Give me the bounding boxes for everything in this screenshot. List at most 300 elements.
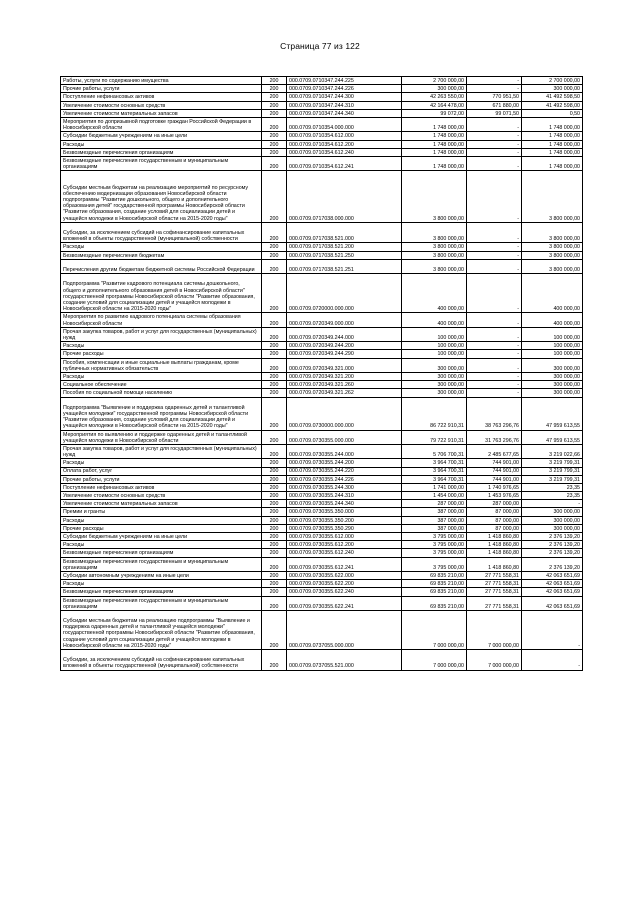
row-code-cell: 200 (262, 459, 287, 467)
row-executed-amount-cell: - (467, 85, 522, 93)
row-executed-amount-cell: - (467, 132, 522, 140)
row-executed-amount-cell: - (467, 389, 522, 397)
row-code-cell: 200 (262, 588, 287, 596)
row-remaining-amount-cell: 100 000,00 (522, 327, 583, 341)
table-row (61, 508, 583, 516)
row-code-cell: 200 (262, 444, 287, 458)
row-plan-amount-cell: 300 000,00 (402, 358, 467, 372)
row-executed-amount-cell: - (467, 350, 522, 358)
row-remaining-amount-cell: 42 063 651,69 (522, 588, 583, 596)
row-kbk-cell: 000.0709.0710354.612.000 (287, 132, 402, 140)
row-remaining-amount-cell: 100 000,00 (522, 342, 583, 350)
row-remaining-amount-cell: 1 748 000,00 (522, 156, 583, 170)
row-name-cell: Субсидии, за исключением субсидий на софинансирование капитальных вложений в объекты государственной (муниципальной) собственности (61, 650, 262, 671)
row-executed-amount-cell: 7 000 000,00 (467, 610, 522, 649)
row-executed-amount-cell: - (467, 251, 522, 259)
row-remaining-amount-cell: 300 000,00 (522, 358, 583, 372)
row-remaining-amount-cell: 3 219 022,66 (522, 444, 583, 458)
row-kbk-cell: 000.0709.0717038.521.251 (287, 259, 402, 273)
row-plan-amount-cell: 1 748 000,00 (402, 156, 467, 170)
row-remaining-amount-cell: - (522, 650, 583, 671)
row-plan-amount-cell: 79 722 910,31 (402, 430, 467, 444)
row-code-cell: 200 (262, 156, 287, 170)
table-row (61, 243, 583, 251)
row-name-cell: Субсидии бюджетным учреждениям на иные цели (61, 533, 262, 541)
row-remaining-amount-cell: 400 000,00 (522, 313, 583, 327)
row-kbk-cell: 000.0709.0710354.612.241 (287, 156, 402, 170)
row-kbk-cell: 000.0709.0730355.350.000 (287, 508, 402, 516)
table-row (61, 596, 583, 610)
row-executed-amount-cell: 7 000 000,00 (467, 650, 522, 671)
row-code-cell: 200 (262, 557, 287, 571)
row-remaining-amount-cell: 42 063 651,69 (522, 571, 583, 579)
row-executed-amount-cell: 87 000,00 (467, 508, 522, 516)
row-code-cell: 200 (262, 117, 287, 131)
row-code-cell: 200 (262, 389, 287, 397)
row-name-cell: Поступление нефинансовых активов (61, 483, 262, 491)
row-plan-amount-cell: 300 000,00 (402, 372, 467, 380)
budget-execution-table (60, 76, 583, 671)
row-kbk-cell: 000.0709.0710347.244.226 (287, 85, 402, 93)
row-executed-amount-cell: 1 418 860,80 (467, 533, 522, 541)
row-remaining-amount-cell: 300 000,00 (522, 524, 583, 532)
row-executed-amount-cell: - (467, 358, 522, 372)
row-executed-amount-cell: 1 418 860,80 (467, 541, 522, 549)
row-plan-amount-cell: 1 741 000,00 (402, 483, 467, 491)
row-remaining-amount-cell: - (522, 500, 583, 508)
row-executed-amount-cell: - (467, 117, 522, 131)
row-remaining-amount-cell: 3 219 799,31 (522, 475, 583, 483)
table-row (61, 313, 583, 327)
row-plan-amount-cell: 100 000,00 (402, 342, 467, 350)
row-code-cell: 200 (262, 500, 287, 508)
row-remaining-amount-cell: 3 800 000,00 (522, 171, 583, 223)
row-code-cell: 200 (262, 610, 287, 649)
row-kbk-cell: 000.0709.0730355.612.241 (287, 557, 402, 571)
row-code-cell: 200 (262, 596, 287, 610)
row-code-cell: 200 (262, 251, 287, 259)
row-code-cell: 200 (262, 274, 287, 313)
row-executed-amount-cell: 744 901,00 (467, 467, 522, 475)
row-kbk-cell: 000.0709.0730355.244.310 (287, 492, 402, 500)
row-executed-amount-cell: - (467, 327, 522, 341)
row-plan-amount-cell: 100 000,00 (402, 327, 467, 341)
row-name-cell: Увеличение стоимости материальных запасов (61, 109, 262, 117)
row-kbk-cell: 000.0709.0710347.244.310 (287, 101, 402, 109)
row-plan-amount-cell: 1 748 000,00 (402, 140, 467, 148)
row-kbk-cell: 000.0709.0730355.244.340 (287, 500, 402, 508)
row-name-cell: Безвозмездные перечисления организациям (61, 588, 262, 596)
row-plan-amount-cell: 400 000,00 (402, 313, 467, 327)
row-name-cell: Пособия по социальной помощи населению (61, 389, 262, 397)
row-name-cell: Субсидии бюджетным учреждениям на иные цели (61, 132, 262, 140)
row-executed-amount-cell: - (467, 381, 522, 389)
row-code-cell: 200 (262, 508, 287, 516)
row-name-cell: Безвозмездные перечисления государственным и муниципальным организациям (61, 557, 262, 571)
row-name-cell: Увеличение стоимости основных средств (61, 101, 262, 109)
row-plan-amount-cell: 3 964 700,31 (402, 475, 467, 483)
row-plan-amount-cell: 42 263 550,00 (402, 93, 467, 101)
row-remaining-amount-cell: 2 376 139,20 (522, 549, 583, 557)
table-row (61, 444, 583, 458)
row-kbk-cell: 000.0709.0710347.244.300 (287, 93, 402, 101)
table-row (61, 85, 583, 93)
row-code-cell: 200 (262, 475, 287, 483)
row-remaining-amount-cell: 47 959 613,55 (522, 397, 583, 430)
row-remaining-amount-cell: 300 000,00 (522, 381, 583, 389)
row-code-cell: 200 (262, 140, 287, 148)
row-remaining-amount-cell: 3 800 000,00 (522, 243, 583, 251)
row-code-cell: 200 (262, 132, 287, 140)
row-executed-amount-cell: 744 901,00 (467, 475, 522, 483)
row-code-cell: 200 (262, 358, 287, 372)
row-plan-amount-cell: 42 164 478,00 (402, 101, 467, 109)
row-code-cell: 200 (262, 650, 287, 671)
row-remaining-amount-cell: 41 492 598,00 (522, 101, 583, 109)
row-kbk-cell: 000.0709.0720349.244.290 (287, 350, 402, 358)
row-executed-amount-cell: 1 740 976,65 (467, 483, 522, 491)
row-plan-amount-cell: 300 000,00 (402, 381, 467, 389)
row-name-cell: Пособия, компенсации и иные социальные выплаты гражданам, кроме публичных нормативных обязательств (61, 358, 262, 372)
row-executed-amount-cell: 31 763 296,76 (467, 430, 522, 444)
row-executed-amount-cell: - (467, 140, 522, 148)
row-name-cell: Прочие расходы (61, 350, 262, 358)
row-name-cell: Увеличение стоимости материальных запасов (61, 500, 262, 508)
row-kbk-cell: 000.0709.0720349.321.260 (287, 381, 402, 389)
row-kbk-cell: 000.0709.0710354.612.200 (287, 140, 402, 148)
row-executed-amount-cell: - (467, 259, 522, 273)
row-kbk-cell: 000.0709.0720349.244.200 (287, 342, 402, 350)
table-row (61, 259, 583, 273)
row-kbk-cell: 000.0709.0730355.244.220 (287, 467, 402, 475)
row-code-cell: 200 (262, 397, 287, 430)
row-kbk-cell: 000.0709.0710354.612.240 (287, 148, 402, 156)
row-code-cell: 200 (262, 483, 287, 491)
row-name-cell: Расходы (61, 580, 262, 588)
row-plan-amount-cell: 3 964 700,31 (402, 459, 467, 467)
row-plan-amount-cell: 387 000,00 (402, 516, 467, 524)
table-row (61, 109, 583, 117)
row-kbk-cell: 000.0709.0730355.350.290 (287, 524, 402, 532)
row-name-cell: Субсидии местным бюджетам на реализацию подпрограммы "Выявление и поддержка одаренных детей и талантливой учащейся молодежи" государственной программы Новосибирской области "Развитие образования, создание условий для социализации детей и учащейся молодежи в Новосибирской области на 2015-2020 годы" (61, 610, 262, 649)
row-code-cell: 200 (262, 77, 287, 85)
row-plan-amount-cell: 300 000,00 (402, 389, 467, 397)
row-kbk-cell: 000.0709.0717038.521.250 (287, 251, 402, 259)
row-plan-amount-cell: 69 835 210,00 (402, 580, 467, 588)
row-remaining-amount-cell: 47 959 613,55 (522, 430, 583, 444)
row-plan-amount-cell: 3 800 000,00 (402, 259, 467, 273)
row-remaining-amount-cell: 3 800 000,00 (522, 259, 583, 273)
row-executed-amount-cell: - (467, 372, 522, 380)
row-name-cell: Прочие работы, услуги (61, 85, 262, 93)
row-kbk-cell: 000.0709.0730000.000.000 (287, 397, 402, 430)
row-code-cell: 200 (262, 313, 287, 327)
row-code-cell: 200 (262, 93, 287, 101)
row-remaining-amount-cell: 3 800 000,00 (522, 222, 583, 243)
table-row (61, 549, 583, 557)
row-code-cell: 200 (262, 101, 287, 109)
row-name-cell: Мероприятия по выявлению и поддержке одаренных детей и талантливой учащейся молодежи в Новосибирской области (61, 430, 262, 444)
row-kbk-cell: 000.0709.0730355.244.226 (287, 475, 402, 483)
table-row (61, 372, 583, 380)
table-row (61, 251, 583, 259)
row-code-cell: 200 (262, 430, 287, 444)
row-plan-amount-cell: 7 000 000,00 (402, 610, 467, 649)
table-row (61, 156, 583, 170)
row-plan-amount-cell: 3 800 000,00 (402, 243, 467, 251)
row-remaining-amount-cell: 300 000,00 (522, 85, 583, 93)
row-code-cell: 200 (262, 372, 287, 380)
row-kbk-cell: 000.0709.0730355.612.200 (287, 541, 402, 549)
table-row (61, 500, 583, 508)
row-code-cell: 200 (262, 524, 287, 532)
row-plan-amount-cell: 1 748 000,00 (402, 148, 467, 156)
table-row (61, 148, 583, 156)
row-name-cell: Прочие работы, услуги (61, 475, 262, 483)
row-remaining-amount-cell: 3 219 799,31 (522, 467, 583, 475)
row-name-cell: Субсидии местным бюджетам на реализацию мероприятий по ресурсному обеспечению модернизации образования Новосибирской области подпрограммы "Развитие дошкольного, общего и дополнительного образования детей" государственной программы Новосибирской области "Развитие образования, создание условий для социализации детей и учащейся молодежи в Новосибирской области на 2015-2020 годы" (61, 171, 262, 223)
row-code-cell: 200 (262, 259, 287, 273)
table-row (61, 475, 583, 483)
row-executed-amount-cell: 1 418 860,80 (467, 557, 522, 571)
table-row (61, 381, 583, 389)
row-remaining-amount-cell: 1 748 000,00 (522, 117, 583, 131)
row-code-cell: 200 (262, 350, 287, 358)
row-remaining-amount-cell: 1 748 000,00 (522, 140, 583, 148)
row-name-cell: Поступление нефинансовых активов (61, 93, 262, 101)
row-kbk-cell: 000.0709.0730355.350.200 (287, 516, 402, 524)
row-name-cell: Прочая закупка товаров, работ и услуг для государственных (муниципальных) нужд (61, 327, 262, 341)
row-kbk-cell: 000.0709.0730355.244.000 (287, 444, 402, 458)
row-name-cell: Расходы (61, 243, 262, 251)
table-row (61, 274, 583, 313)
row-code-cell: 200 (262, 571, 287, 579)
row-name-cell: Прочая закупка товаров, работ и услуг для государственных (муниципальных) нужд (61, 444, 262, 458)
row-plan-amount-cell: 400 000,00 (402, 274, 467, 313)
row-code-cell: 200 (262, 148, 287, 156)
row-plan-amount-cell: 3 800 000,00 (402, 171, 467, 223)
row-plan-amount-cell: 1 454 000,00 (402, 492, 467, 500)
row-kbk-cell: 000.0709.0717038.000.000 (287, 171, 402, 223)
table-row (61, 557, 583, 571)
row-remaining-amount-cell: 41 492 598,50 (522, 93, 583, 101)
row-code-cell: 200 (262, 327, 287, 341)
table-row (61, 93, 583, 101)
row-kbk-cell: 000.0709.0737055.521.000 (287, 650, 402, 671)
row-code-cell: 200 (262, 533, 287, 541)
table-row (61, 389, 583, 397)
row-remaining-amount-cell: 400 000,00 (522, 274, 583, 313)
row-kbk-cell: 000.0709.0710354.000.000 (287, 117, 402, 131)
table-row (61, 588, 583, 596)
table-row (61, 571, 583, 579)
page-header: Страница 77 из 122 (280, 41, 360, 51)
table-row (61, 132, 583, 140)
row-remaining-amount-cell: 0,50 (522, 109, 583, 117)
row-code-cell: 200 (262, 381, 287, 389)
row-plan-amount-cell: 287 000,00 (402, 500, 467, 508)
row-kbk-cell: 000.0709.0710347.244.225 (287, 77, 402, 85)
row-remaining-amount-cell: 2 700 000,00 (522, 77, 583, 85)
row-kbk-cell: 000.0709.0720349.321.000 (287, 358, 402, 372)
row-executed-amount-cell: 770 951,50 (467, 93, 522, 101)
table-row (61, 101, 583, 109)
row-name-cell: Социальное обеспечение (61, 381, 262, 389)
table-row (61, 342, 583, 350)
row-executed-amount-cell: - (467, 171, 522, 223)
row-code-cell: 200 (262, 171, 287, 223)
row-name-cell: Субсидии автономным учреждениям на иные цели (61, 571, 262, 579)
row-plan-amount-cell: 1 748 000,00 (402, 117, 467, 131)
row-name-cell: Мероприятия по развитию кадрового потенциала системы образования Новосибирской области (61, 313, 262, 327)
row-executed-amount-cell: - (467, 222, 522, 243)
row-kbk-cell: 000.0709.0720349.321.262 (287, 389, 402, 397)
row-name-cell: Субсидии, за исключением субсидий на софинансирование капитальных вложений в объекты государственной (муниципальной) собственности (61, 222, 262, 243)
row-kbk-cell: 000.0709.0720349.244.000 (287, 327, 402, 341)
row-name-cell: Увеличение стоимости основных средств (61, 492, 262, 500)
row-code-cell: 200 (262, 549, 287, 557)
table-row (61, 327, 583, 341)
row-plan-amount-cell: 99 072,00 (402, 109, 467, 117)
table-row (61, 117, 583, 131)
row-kbk-cell: 000.0709.0730355.622.241 (287, 596, 402, 610)
row-plan-amount-cell: 3 795 000,00 (402, 541, 467, 549)
row-remaining-amount-cell: 100 000,00 (522, 350, 583, 358)
row-plan-amount-cell: 69 835 210,00 (402, 571, 467, 579)
row-remaining-amount-cell: 300 000,00 (522, 389, 583, 397)
table-row (61, 524, 583, 532)
row-executed-amount-cell: 287 000,00 (467, 500, 522, 508)
table-row (61, 358, 583, 372)
row-code-cell: 200 (262, 222, 287, 243)
row-executed-amount-cell: - (467, 77, 522, 85)
row-name-cell: Расходы (61, 459, 262, 467)
row-kbk-cell: 000.0709.0730355.244.200 (287, 459, 402, 467)
row-executed-amount-cell: - (467, 313, 522, 327)
row-remaining-amount-cell: 42 063 651,69 (522, 596, 583, 610)
row-executed-amount-cell: - (467, 243, 522, 251)
row-name-cell: Безвозмездные перечисления государственным и муниципальным организациям (61, 156, 262, 170)
row-kbk-cell: 000.0709.0730355.622.200 (287, 580, 402, 588)
table-row (61, 516, 583, 524)
table-row (61, 541, 583, 549)
table-row (61, 533, 583, 541)
row-code-cell: 200 (262, 342, 287, 350)
row-plan-amount-cell: 3 800 000,00 (402, 222, 467, 243)
row-code-cell: 200 (262, 85, 287, 93)
table-body (61, 77, 583, 671)
row-kbk-cell: 000.0709.0737055.000.000 (287, 610, 402, 649)
row-executed-amount-cell: 744 901,00 (467, 459, 522, 467)
row-plan-amount-cell: 86 722 910,31 (402, 397, 467, 430)
table-row (61, 483, 583, 491)
row-plan-amount-cell: 69 835 210,00 (402, 588, 467, 596)
row-remaining-amount-cell: 300 000,00 (522, 508, 583, 516)
row-executed-amount-cell: 38 763 296,76 (467, 397, 522, 430)
row-executed-amount-cell: - (467, 148, 522, 156)
row-name-cell: Оплата работ, услуг (61, 467, 262, 475)
row-kbk-cell: 000.0709.0717038.521.200 (287, 243, 402, 251)
row-plan-amount-cell: 3 795 000,00 (402, 549, 467, 557)
row-plan-amount-cell: 69 835 210,00 (402, 596, 467, 610)
row-remaining-amount-cell: 3 219 799,31 (522, 459, 583, 467)
row-plan-amount-cell: 387 000,00 (402, 524, 467, 532)
row-code-cell: 200 (262, 492, 287, 500)
row-kbk-cell: 000.0709.0730355.622.240 (287, 588, 402, 596)
row-executed-amount-cell: 87 000,00 (467, 524, 522, 532)
table-row (61, 350, 583, 358)
table-row (61, 650, 583, 671)
row-executed-amount-cell: 87 000,00 (467, 516, 522, 524)
row-kbk-cell: 000.0709.0730355.612.240 (287, 549, 402, 557)
row-executed-amount-cell: - (467, 156, 522, 170)
row-name-cell: Расходы (61, 516, 262, 524)
row-code-cell: 200 (262, 109, 287, 117)
row-code-cell: 200 (262, 516, 287, 524)
row-name-cell: Расходы (61, 372, 262, 380)
row-plan-amount-cell: 387 000,00 (402, 508, 467, 516)
row-plan-amount-cell: 2 700 000,00 (402, 77, 467, 85)
row-plan-amount-cell: 7 000 000,00 (402, 650, 467, 671)
row-code-cell: 200 (262, 243, 287, 251)
row-executed-amount-cell: 27 771 558,31 (467, 588, 522, 596)
row-kbk-cell: 000.0709.0710347.244.340 (287, 109, 402, 117)
row-code-cell: 200 (262, 541, 287, 549)
row-kbk-cell: 000.0709.0730355.244.300 (287, 483, 402, 491)
row-plan-amount-cell: 5 706 700,31 (402, 444, 467, 458)
row-executed-amount-cell: - (467, 274, 522, 313)
row-plan-amount-cell: 3 964 700,31 (402, 467, 467, 475)
row-kbk-cell: 000.0709.0717038.521.000 (287, 222, 402, 243)
row-plan-amount-cell: 100 000,00 (402, 350, 467, 358)
row-remaining-amount-cell: 42 063 651,69 (522, 580, 583, 588)
row-name-cell: Расходы (61, 140, 262, 148)
row-executed-amount-cell: 2 485 677,65 (467, 444, 522, 458)
row-name-cell: Мероприятия по допризывной подготовке граждан Российской Федерации в Новосибирской области (61, 117, 262, 131)
row-executed-amount-cell: 1 418 860,80 (467, 549, 522, 557)
row-name-cell: Расходы (61, 342, 262, 350)
row-plan-amount-cell: 300 000,00 (402, 85, 467, 93)
row-remaining-amount-cell: 1 748 000,00 (522, 148, 583, 156)
row-code-cell: 200 (262, 467, 287, 475)
row-remaining-amount-cell: 300 000,00 (522, 372, 583, 380)
row-name-cell: Прочие расходы (61, 524, 262, 532)
row-name-cell: Расходы (61, 541, 262, 549)
table-row (61, 222, 583, 243)
row-remaining-amount-cell: 2 376 139,20 (522, 541, 583, 549)
row-kbk-cell: 000.0709.0730355.622.000 (287, 571, 402, 579)
row-executed-amount-cell: 27 771 558,31 (467, 596, 522, 610)
row-name-cell: Безвозмездные перечисления бюджетам (61, 251, 262, 259)
row-plan-amount-cell: 3 800 000,00 (402, 251, 467, 259)
table-row (61, 610, 583, 649)
row-executed-amount-cell: 99 071,50 (467, 109, 522, 117)
row-remaining-amount-cell: 23,35 (522, 483, 583, 491)
row-name-cell: Перечисления другим бюджетам бюджетной системы Российской Федерации (61, 259, 262, 273)
table-row (61, 459, 583, 467)
row-plan-amount-cell: 3 795 000,00 (402, 557, 467, 571)
row-remaining-amount-cell: 300 000,00 (522, 516, 583, 524)
row-plan-amount-cell: 3 795 000,00 (402, 533, 467, 541)
table-row (61, 467, 583, 475)
row-remaining-amount-cell: 23,35 (522, 492, 583, 500)
row-remaining-amount-cell: - (522, 610, 583, 649)
row-name-cell: Безвозмездные перечисления организациям (61, 549, 262, 557)
row-plan-amount-cell: 1 748 000,00 (402, 132, 467, 140)
row-kbk-cell: 000.0709.0720349.321.200 (287, 372, 402, 380)
table-row (61, 580, 583, 588)
row-name-cell: Подпрограмма "Развитие кадрового потенциала системы дошкольного, общего и дополнительного образования детей в Новосибирской области" государственной программы Новосибирской области "Развитие образования, создание условий для социализации детей и учащейся молодежи в Новосибирской области на 2015-2020 годы" (61, 274, 262, 313)
